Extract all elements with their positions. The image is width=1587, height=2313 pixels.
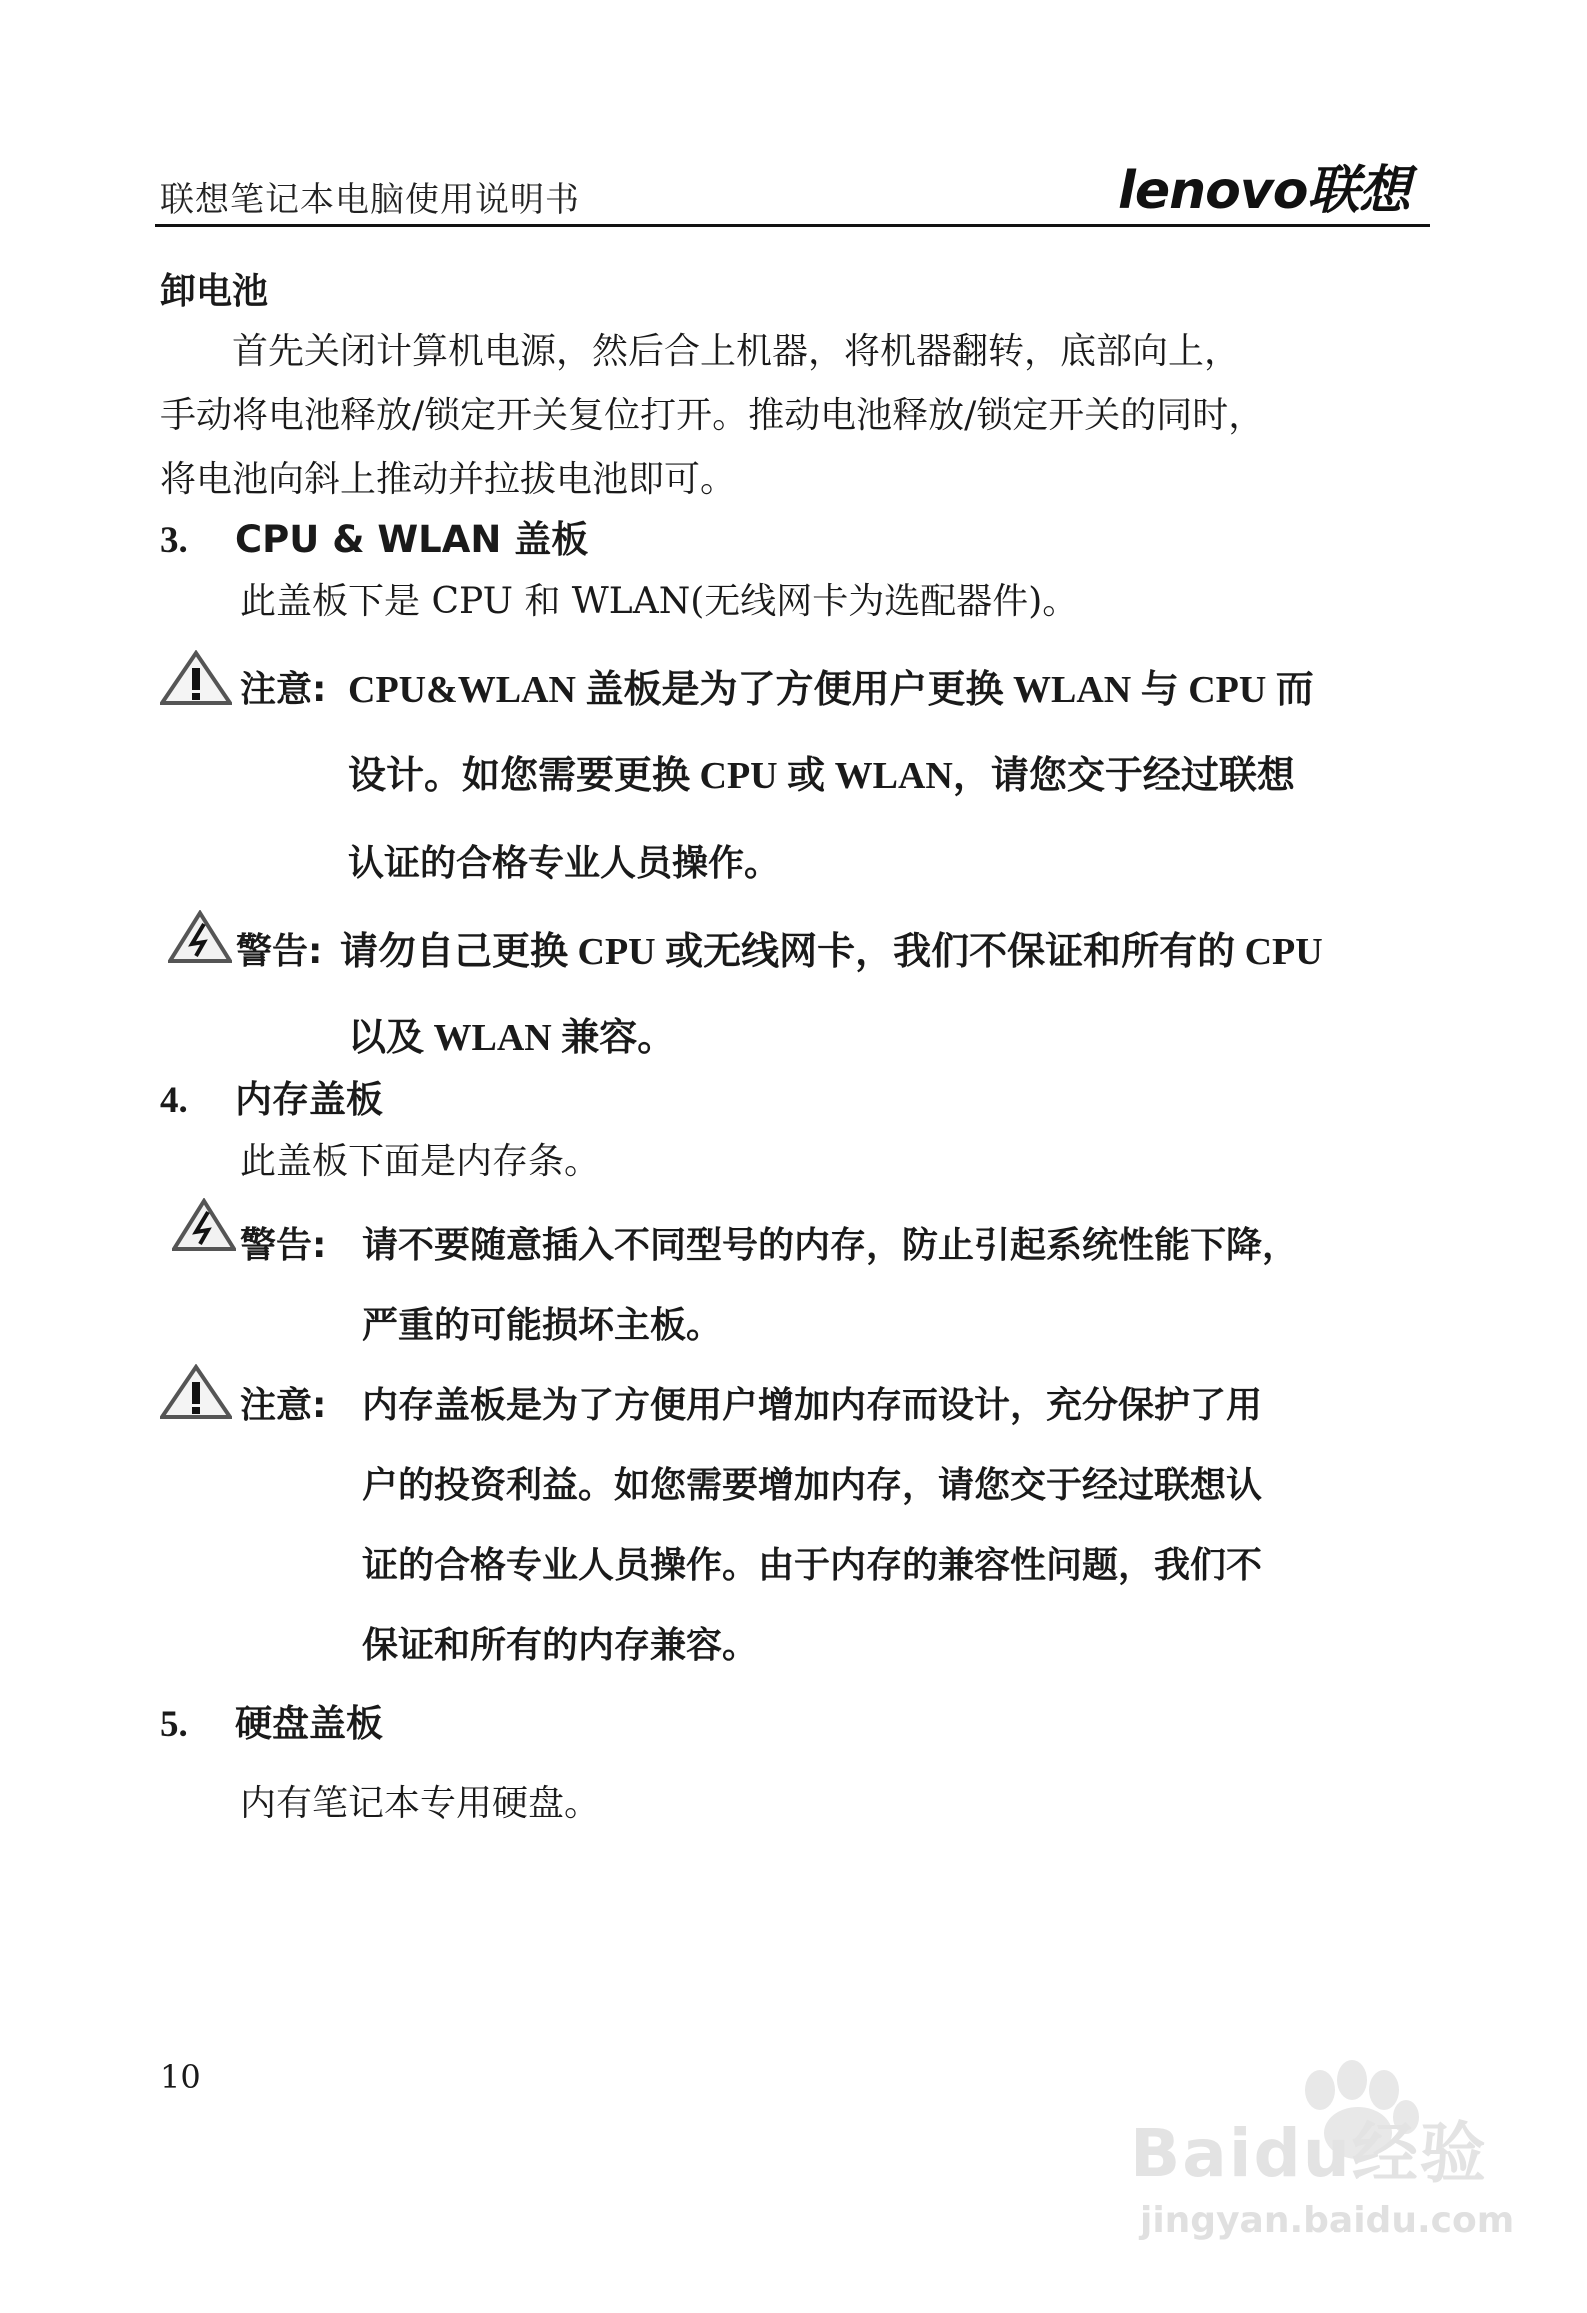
section-4-number: 4. xyxy=(160,1080,188,1121)
caution-triangle-icon xyxy=(160,1364,232,1420)
section-4-notice-label: 注意: xyxy=(240,1385,327,1426)
section-4-warning-line-2: 严重的可能损坏主板。 xyxy=(362,1305,723,1346)
remove-battery-heading: 卸电池 xyxy=(160,271,269,312)
section-3-notice-label: 注意: xyxy=(240,669,327,710)
section-4-notice-line-1: 内存盖板是为了方便用户增加内存而设计，充分保护了用 xyxy=(362,1385,1263,1426)
watermark-url: jingyan.baidu.com xyxy=(1140,2200,1515,2241)
section-3-warning-line-2: 以及 WLAN 兼容。 xyxy=(348,1017,676,1059)
section-4-heading xyxy=(160,1076,383,1125)
high-voltage-icon xyxy=(168,910,232,964)
section-4-notice-line-3: 证的合格专业人员操作。由于内存的兼容性问题，我们不 xyxy=(362,1545,1263,1586)
section-3-notice-line-2: 设计。如您需要更换 CPU 或 WLAN，请您交于经过联想 xyxy=(348,755,1295,797)
section-4-title: 内存盖板 xyxy=(235,1078,383,1121)
page-number: 10 xyxy=(160,2058,201,2096)
section-3-notice-line-3: 认证的合格专业人员操作。 xyxy=(348,843,781,884)
section-4-desc: 此盖板下面是内存条。 xyxy=(240,1141,601,1182)
header-title: 联想笔记本电脑使用说明书 xyxy=(160,180,580,220)
battery-paragraph-line-3: 将电池向斜上推动并拉拔电池即可。 xyxy=(160,459,737,500)
section-4-warning-label: 警告: xyxy=(240,1225,327,1266)
battery-paragraph-line-2: 手动将电池释放/锁定开关复位打开。推动电池释放/锁定开关的同时， xyxy=(160,395,1265,436)
caution-triangle-icon xyxy=(160,650,232,706)
header-rule xyxy=(155,224,1430,227)
section-4-warning-line-1: 请不要随意插入不同型号的内存，防止引起系统性能下降， xyxy=(362,1225,1299,1266)
section-4-notice-line-4: 保证和所有的内存兼容。 xyxy=(362,1625,759,1666)
battery-paragraph-line-1: 首先关闭计算机电源，然后合上机器，将机器翻转，底部向上， xyxy=(232,331,1241,372)
section-5-title: 硬盘盖板 xyxy=(235,1702,383,1745)
section-3-title: CPU & WLAN 盖板 xyxy=(235,518,589,561)
section-4-notice-line-2: 户的投资利益。如您需要增加内存，请您交于经过联想认 xyxy=(362,1465,1263,1506)
section-3-warning-line-1: 请勿自己更换 CPU 或无线网卡，我们不保证和所有的 CPU xyxy=(340,931,1323,973)
section-3-warning-label: 警告: xyxy=(236,931,323,972)
lenovo-logo xyxy=(1118,158,1428,222)
lenovo-logo-text: lenovo联想 xyxy=(1118,161,1410,221)
watermark-brand: Baidu经验 xyxy=(1130,2115,1488,2192)
section-5-number: 5. xyxy=(160,1704,188,1745)
section-3-number: 3. xyxy=(160,520,188,561)
section-3-heading xyxy=(160,516,588,565)
section-5-desc: 内有笔记本专用硬盘。 xyxy=(240,1783,601,1824)
section-5-heading xyxy=(160,1700,383,1749)
section-3-desc: 此盖板下是 CPU 和 WLAN(无线网卡为选配器件)。 xyxy=(240,581,1079,622)
high-voltage-icon xyxy=(172,1198,236,1252)
section-3-notice-line-1: CPU&WLAN 盖板是为了方便用户更换 WLAN 与 CPU 而 xyxy=(348,669,1314,711)
